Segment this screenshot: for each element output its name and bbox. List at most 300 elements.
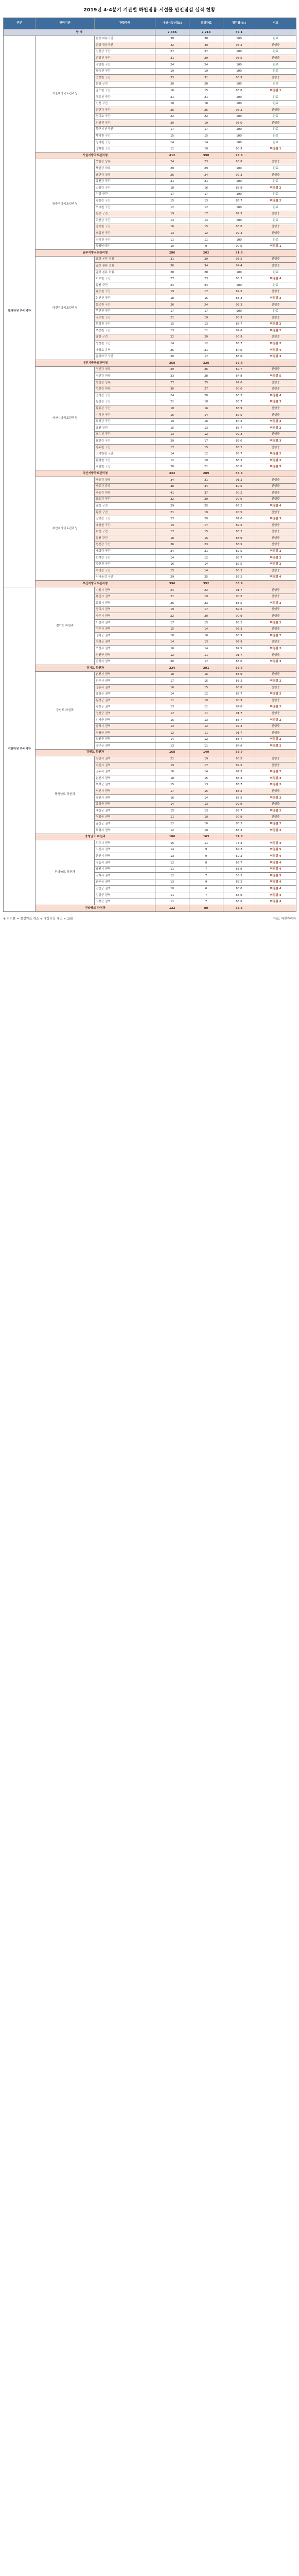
- total-note: [255, 29, 296, 36]
- footnote-source: 자료: 하천관리과: [273, 917, 296, 921]
- district-cell: 정선군 권역: [95, 710, 155, 717]
- district-cell: 청양군 권역: [95, 814, 155, 821]
- status-note: 진행중: [255, 55, 296, 62]
- subtotal-row: [4, 834, 296, 840]
- district-cell: 진위천 구간: [95, 120, 155, 127]
- subtotal-row: [4, 250, 296, 257]
- district-cell: 논산천 구간: [95, 295, 155, 302]
- status-note: 진행중: [255, 756, 296, 762]
- subtotal-facilities: 334: [155, 470, 189, 477]
- facilities-cell: 24: [155, 61, 189, 68]
- facilities-cell: 12: [155, 873, 189, 879]
- rate-cell: 84.0: [223, 347, 255, 354]
- district-cell: 영산강 하류: [95, 373, 155, 380]
- rate-cell: 89.5: [223, 211, 255, 217]
- subtotal-rate: 91.6: [223, 250, 255, 257]
- subtotal-label: 부산지방국토관리청: [36, 581, 155, 587]
- status-note: 진행중: [255, 652, 296, 659]
- rate-cell: 86.7: [223, 198, 255, 205]
- facilities-cell: 17: [155, 126, 189, 133]
- facilities-cell: 20: [155, 658, 189, 665]
- facilities-cell: 30: [155, 386, 189, 393]
- rate-cell: 100: [223, 48, 255, 55]
- district-cell: 영월군 권역: [95, 730, 155, 737]
- inspected-cell: 17: [189, 211, 223, 217]
- inspected-cell: 14: [189, 568, 223, 574]
- inspected-cell: 14: [189, 626, 223, 633]
- district-cell: 임진강 구간: [95, 48, 155, 55]
- inspected-cell: 10: [189, 457, 223, 464]
- inspected-cell: 15: [189, 133, 223, 140]
- district-cell: 광주천 구간: [95, 445, 155, 451]
- rate-cell: 89.5: [223, 762, 255, 769]
- inspected-cell: 12: [189, 736, 223, 743]
- facilities-cell: 22: [155, 613, 189, 620]
- status-note: 미점검 2: [255, 185, 296, 192]
- table-row: [4, 36, 296, 42]
- status-note: 완료: [255, 68, 296, 75]
- district-cell: 서산시 권역: [95, 788, 155, 795]
- inspected-cell: 18: [189, 399, 223, 405]
- rate-cell: 100: [223, 100, 255, 107]
- rate-cell: 85.0: [223, 658, 255, 665]
- facilities-cell: 24: [155, 548, 189, 555]
- subtotal-facilities: 186: [155, 834, 189, 840]
- status-note: 완료: [255, 217, 296, 224]
- rate-cell: 100: [223, 205, 255, 211]
- header-agency: 관리기관: [36, 18, 95, 29]
- rate-cell: 83.3: [223, 775, 255, 782]
- inspected-cell: 25: [189, 380, 223, 386]
- subtotal-inspected: 163: [189, 834, 223, 840]
- inspected-cell: 12: [189, 723, 223, 730]
- district-cell: 동진강 구간: [95, 399, 155, 405]
- facilities-cell: 27: [155, 380, 189, 386]
- rate-cell: 90.0: [223, 386, 255, 393]
- rate-cell: 88.9: [223, 633, 255, 639]
- status-note: 진행중: [255, 723, 296, 730]
- facilities-cell: 19: [155, 289, 189, 295]
- district-cell: 북한강 하류: [95, 165, 155, 172]
- status-note: 진행중: [255, 587, 296, 594]
- header-group: 구분: [4, 18, 36, 29]
- district-cell: 미호천 구간: [95, 276, 155, 282]
- facilities-cell: 19: [155, 68, 189, 75]
- inspected-cell: 20: [189, 516, 223, 522]
- agency-name: 전라북도 하천과: [36, 840, 95, 905]
- rate-cell: 85.0: [223, 353, 255, 360]
- district-cell: 위천 구간: [95, 529, 155, 535]
- subtotal-row: [4, 581, 296, 587]
- status-note: 완료: [255, 165, 296, 172]
- agency-name: 충청남도 하천과: [36, 756, 95, 834]
- facilities-cell: 15: [155, 717, 189, 723]
- footnote-bar: [3, 916, 296, 921]
- rate-cell: 89.5: [223, 483, 255, 490]
- facilities-cell: 14: [155, 341, 189, 347]
- rate-cell: 100: [223, 81, 255, 88]
- inspected-cell: 11: [189, 730, 223, 737]
- district-cell: 원주시 권역: [95, 678, 155, 685]
- district-cell: 남원시 권역: [95, 866, 155, 873]
- rate-cell: 90.9: [223, 146, 255, 152]
- rate-cell: 63.6: [223, 899, 255, 905]
- rate-cell: 73.3: [223, 840, 255, 847]
- subtotal-rate: 88.7: [223, 749, 255, 756]
- subtotal-label: 충청남도 하천과: [36, 834, 155, 840]
- table-row: [4, 840, 296, 847]
- subtotal-label: 경기도 하천과: [36, 665, 155, 672]
- district-cell: 영산강 상류: [95, 366, 155, 373]
- inspected-cell: 10: [189, 146, 223, 152]
- facilities-cell: 14: [155, 639, 189, 646]
- status-note: 진행중: [255, 75, 296, 81]
- inspected-cell: 10: [189, 814, 223, 821]
- rate-cell: 89.5: [223, 606, 255, 613]
- facilities-cell: 15: [155, 626, 189, 633]
- subtotal-row: [4, 360, 296, 367]
- inspected-cell: 9: [189, 846, 223, 853]
- district-cell: 탄천 구간: [95, 81, 155, 88]
- inspection-table: [3, 18, 296, 912]
- rate-cell: 87.5: [223, 795, 255, 802]
- status-note: 진행중: [255, 107, 296, 114]
- total-facilities: 2,486: [155, 29, 189, 36]
- inspected-cell: 17: [189, 762, 223, 769]
- facilities-cell: 26: [155, 600, 189, 607]
- facilities-cell: 25: [155, 347, 189, 354]
- status-note: 진행중: [255, 412, 296, 419]
- status-note: 완료: [255, 269, 296, 276]
- status-note: 미점검 2: [255, 736, 296, 743]
- inspected-cell: 27: [189, 386, 223, 393]
- subtotal-inspected: 398: [189, 152, 223, 159]
- inspected-cell: 12: [189, 555, 223, 562]
- subtotal-row: [4, 749, 296, 756]
- table-row: [4, 159, 296, 165]
- rate-cell: 100: [223, 282, 255, 289]
- facilities-cell: 11: [155, 698, 189, 704]
- district-cell: 남대천 구간: [95, 224, 155, 230]
- district-cell: 아산시 권역: [95, 762, 155, 769]
- facilities-cell: 26: [155, 464, 189, 470]
- facilities-cell: 16: [155, 412, 189, 419]
- rate-cell: 86.7: [223, 717, 255, 723]
- district-cell: 갑천 구간: [95, 282, 155, 289]
- subtotal-facilities: 358: [155, 360, 189, 367]
- rate-cell: 93.3: [223, 568, 255, 574]
- status-note: 진행중: [255, 730, 296, 737]
- rate-cell: 100: [223, 140, 255, 146]
- district-cell: 익산시 권역: [95, 846, 155, 853]
- status-note: 완료: [255, 133, 296, 140]
- facilities-cell: 16: [155, 224, 189, 230]
- inspected-cell: 24: [189, 172, 223, 179]
- header-note: 비고: [255, 18, 296, 29]
- facilities-cell: 26: [155, 301, 189, 308]
- total-label: 합 계: [4, 29, 155, 36]
- rate-cell: 69.2: [223, 879, 255, 886]
- facilities-cell: 26: [155, 541, 189, 548]
- footnote-formula: ※ 점검률 = 점검완료 개소 ÷ 대상시설 개소 × 100: [3, 917, 73, 921]
- facilities-cell: 21: [155, 509, 189, 516]
- district-cell: 강릉시 권역: [95, 684, 155, 691]
- inspected-cell: 24: [189, 282, 223, 289]
- facilities-cell: 11: [155, 237, 189, 244]
- facilities-cell: 15: [155, 782, 189, 788]
- status-note: 미점검 2: [255, 321, 296, 328]
- subtotal-rate: 96.6: [223, 152, 255, 159]
- subtotal-note: [255, 152, 296, 159]
- facilities-cell: 31: [155, 55, 189, 62]
- facilities-cell: 11: [155, 146, 189, 152]
- district-cell: 화성시 권역: [95, 600, 155, 607]
- facilities-cell: 13: [155, 328, 189, 334]
- agency-name: 부산지방국토관리청: [36, 477, 95, 581]
- subtotal-row: [4, 152, 296, 159]
- status-note: 미점검 1: [255, 146, 296, 152]
- district-cell: 황룡강 구간: [95, 405, 155, 412]
- rate-cell: 100: [223, 94, 255, 100]
- status-note: 미점검 1: [255, 88, 296, 94]
- rate-cell: 96.2: [223, 107, 255, 114]
- header-row: [4, 18, 296, 29]
- status-note: 진행중: [255, 315, 296, 321]
- facilities-cell: 27: [155, 276, 189, 282]
- facilities-cell: 14: [155, 140, 189, 146]
- header-district: 관할구역: [95, 18, 155, 29]
- rate-cell: 87.5: [223, 548, 255, 555]
- rate-cell: 92.3: [223, 230, 255, 237]
- district-cell: 홍성군 권역: [95, 801, 155, 808]
- inspected-cell: 14: [189, 412, 223, 419]
- report-page: [0, 0, 299, 928]
- status-note: 진행중: [255, 386, 296, 393]
- facilities-cell: 16: [155, 684, 189, 691]
- rate-cell: 90.0: [223, 243, 255, 250]
- facilities-cell: 26: [155, 172, 189, 179]
- status-note: 미점검 4: [255, 393, 296, 399]
- status-note: 미점검 3: [255, 548, 296, 555]
- rate-cell: 100: [223, 178, 255, 185]
- inspected-cell: 29: [189, 496, 223, 503]
- status-note: 진행중: [255, 626, 296, 633]
- inspected-cell: 11: [189, 237, 223, 244]
- district-cell: 중랑천 구간: [95, 75, 155, 81]
- subtotal-facilities: 286: [155, 250, 189, 257]
- rate-cell: 93.8: [223, 88, 255, 94]
- status-note: 미점검 2: [255, 691, 296, 698]
- district-cell: 양화천 구간: [95, 146, 155, 152]
- rate-cell: 100: [223, 165, 255, 172]
- district-cell: 부여군 권역: [95, 782, 155, 788]
- inspected-cell: 17: [189, 289, 223, 295]
- status-note: 진행중: [255, 301, 296, 308]
- facilities-cell: 33: [155, 75, 189, 81]
- district-cell: 경안천 구간: [95, 61, 155, 68]
- inspected-cell: 20: [189, 613, 223, 620]
- district-cell: 남강 구간: [95, 503, 155, 510]
- rate-cell: 80.8: [223, 464, 255, 470]
- status-note: 미점검 2: [255, 425, 296, 432]
- inspected-cell: 17: [189, 522, 223, 529]
- facilities-cell: 12: [155, 827, 189, 834]
- rate-cell: 90.9: [223, 613, 255, 620]
- status-note: 진행중: [255, 477, 296, 483]
- facilities-cell: 21: [155, 178, 189, 185]
- rate-cell: 87.0: [223, 516, 255, 522]
- subtotal-inspected: 289: [189, 470, 223, 477]
- status-note: 미점검 2: [255, 782, 296, 788]
- rate-cell: 88.9: [223, 405, 255, 412]
- inspected-cell: 16: [189, 633, 223, 639]
- district-cell: 삼척시 권역: [95, 723, 155, 730]
- rate-cell: 92.9: [223, 801, 255, 808]
- district-cell: 금호강 구간: [95, 496, 155, 503]
- table-body: [4, 36, 296, 911]
- inspected-cell: 14: [189, 140, 223, 146]
- subtotal-row: [4, 665, 296, 672]
- subtotal-label: 강원도 하천과: [36, 749, 155, 756]
- inspected-cell: 12: [189, 451, 223, 457]
- facilities-cell: 29: [155, 503, 189, 510]
- status-note: 미점검 2: [255, 561, 296, 568]
- rate-cell: 89.7: [223, 366, 255, 373]
- facilities-cell: 13: [155, 230, 189, 237]
- agency-name: 대전지방국토관리청: [36, 256, 95, 360]
- status-note: 미점검 3: [255, 295, 296, 302]
- district-cell: 탐진강 구간: [95, 438, 155, 445]
- rate-cell: 90.5: [223, 315, 255, 321]
- district-cell: 오수천 구간: [95, 431, 155, 438]
- district-cell: 삽교천 구간: [95, 301, 155, 308]
- district-cell: 신천 구간: [95, 100, 155, 107]
- status-note: 진행중: [255, 814, 296, 821]
- status-note: 진행중: [255, 289, 296, 295]
- inspected-cell: 16: [189, 671, 223, 678]
- group-label: 국가하천 관리기관: [4, 36, 36, 587]
- inspected-cell: 31: [189, 477, 223, 483]
- inspected-cell: 20: [189, 334, 223, 341]
- facilities-cell: 18: [155, 633, 189, 639]
- facilities-cell: 24: [155, 159, 189, 165]
- district-cell: 내성천 구간: [95, 522, 155, 529]
- status-note: 미점검 5: [255, 464, 296, 470]
- status-note: 미점검 5: [255, 373, 296, 380]
- inspected-cell: 8: [189, 860, 223, 867]
- subtotal-note: [255, 250, 296, 257]
- facilities-cell: 12: [155, 860, 189, 867]
- rate-cell: 92.3: [223, 172, 255, 179]
- facilities-cell: 15: [155, 133, 189, 140]
- inspected-cell: 14: [189, 769, 223, 775]
- district-cell: 소양강 구간: [95, 185, 155, 192]
- inspected-cell: 6: [189, 886, 223, 892]
- inspected-cell: 11: [189, 840, 223, 847]
- rate-cell: 88.2: [223, 445, 255, 451]
- facilities-cell: 13: [155, 743, 189, 750]
- district-cell: 북한강 상류: [95, 159, 155, 165]
- facilities-cell: 19: [155, 606, 189, 613]
- district-cell: 대청호 유역: [95, 347, 155, 354]
- inspected-cell: 13: [189, 425, 223, 432]
- rate-cell: 83.3: [223, 295, 255, 302]
- subtotal-inspected: 201: [189, 665, 223, 672]
- subtotal-inspected: 262: [189, 250, 223, 257]
- table-row: [4, 587, 296, 594]
- district-cell: 김제시 권역: [95, 873, 155, 879]
- inspected-cell: 38: [189, 36, 223, 42]
- facilities-cell: 16: [155, 769, 189, 775]
- district-cell: 공주시 권역: [95, 769, 155, 775]
- status-note: 미점검 4: [255, 866, 296, 873]
- district-cell: 만경강 구간: [95, 393, 155, 399]
- subtotal-facilities: 224: [155, 665, 189, 672]
- rate-cell: 95.2: [223, 42, 255, 49]
- status-note: 완료: [255, 282, 296, 289]
- district-cell: 이천시 권역: [95, 620, 155, 626]
- rate-cell: 100: [223, 308, 255, 315]
- facilities-cell: 22: [155, 113, 189, 120]
- subtotal-inspected: 149: [189, 749, 223, 756]
- district-cell: 진안군 권역: [95, 886, 155, 892]
- facilities-cell: 26: [155, 107, 189, 114]
- inspected-cell: 10: [189, 821, 223, 827]
- total-row: [4, 29, 296, 36]
- subtotal-note: [255, 470, 296, 477]
- district-cell: 안성천 구간: [95, 55, 155, 62]
- district-cell: 서낙동강 구간: [95, 574, 155, 581]
- rate-cell: 84.6: [223, 704, 255, 710]
- facilities-cell: 19: [155, 522, 189, 529]
- inspected-cell: 19: [189, 68, 223, 75]
- rate-cell: 89.5: [223, 289, 255, 295]
- facilities-cell: 17: [155, 620, 189, 626]
- district-cell: 연천군 권역: [95, 652, 155, 659]
- district-cell: 파주시 권역: [95, 613, 155, 620]
- rate-cell: 92.3: [223, 723, 255, 730]
- district-cell: 전주시 권역: [95, 840, 155, 847]
- district-cell: 금강하구 구간: [95, 353, 155, 360]
- inspected-cell: 10: [189, 698, 223, 704]
- subtotal-rate: 89.4: [223, 360, 255, 367]
- rate-cell: 85.0: [223, 438, 255, 445]
- status-note: 미점검 2: [255, 646, 296, 652]
- status-note: 진행중: [255, 762, 296, 769]
- rate-cell: 91.7: [223, 652, 255, 659]
- rate-cell: 100: [223, 133, 255, 140]
- inspected-cell: 16: [189, 535, 223, 542]
- district-cell: 평택호 구간: [95, 113, 155, 120]
- status-note: 진행중: [255, 159, 296, 165]
- status-note: 미점검 2: [255, 620, 296, 626]
- agency-name: 원주지방국토관리청: [36, 159, 95, 249]
- status-note: 완료: [255, 113, 296, 120]
- inspected-cell: 21: [189, 94, 223, 100]
- rate-cell: 100: [223, 191, 255, 198]
- district-cell: 유등천 구간: [95, 289, 155, 295]
- facilities-cell: 18: [155, 535, 189, 542]
- district-cell: 초강천 구간: [95, 328, 155, 334]
- rate-cell: 84.8: [223, 373, 255, 380]
- status-note: 진행중: [255, 490, 296, 497]
- inspected-cell: 13: [189, 717, 223, 723]
- rate-cell: 63.6: [223, 892, 255, 899]
- district-cell: 양산천 구간: [95, 561, 155, 568]
- district-cell: 평창강 구간: [95, 198, 155, 205]
- facilities-cell: 11: [155, 866, 189, 873]
- status-note: 미점검 2: [255, 555, 296, 562]
